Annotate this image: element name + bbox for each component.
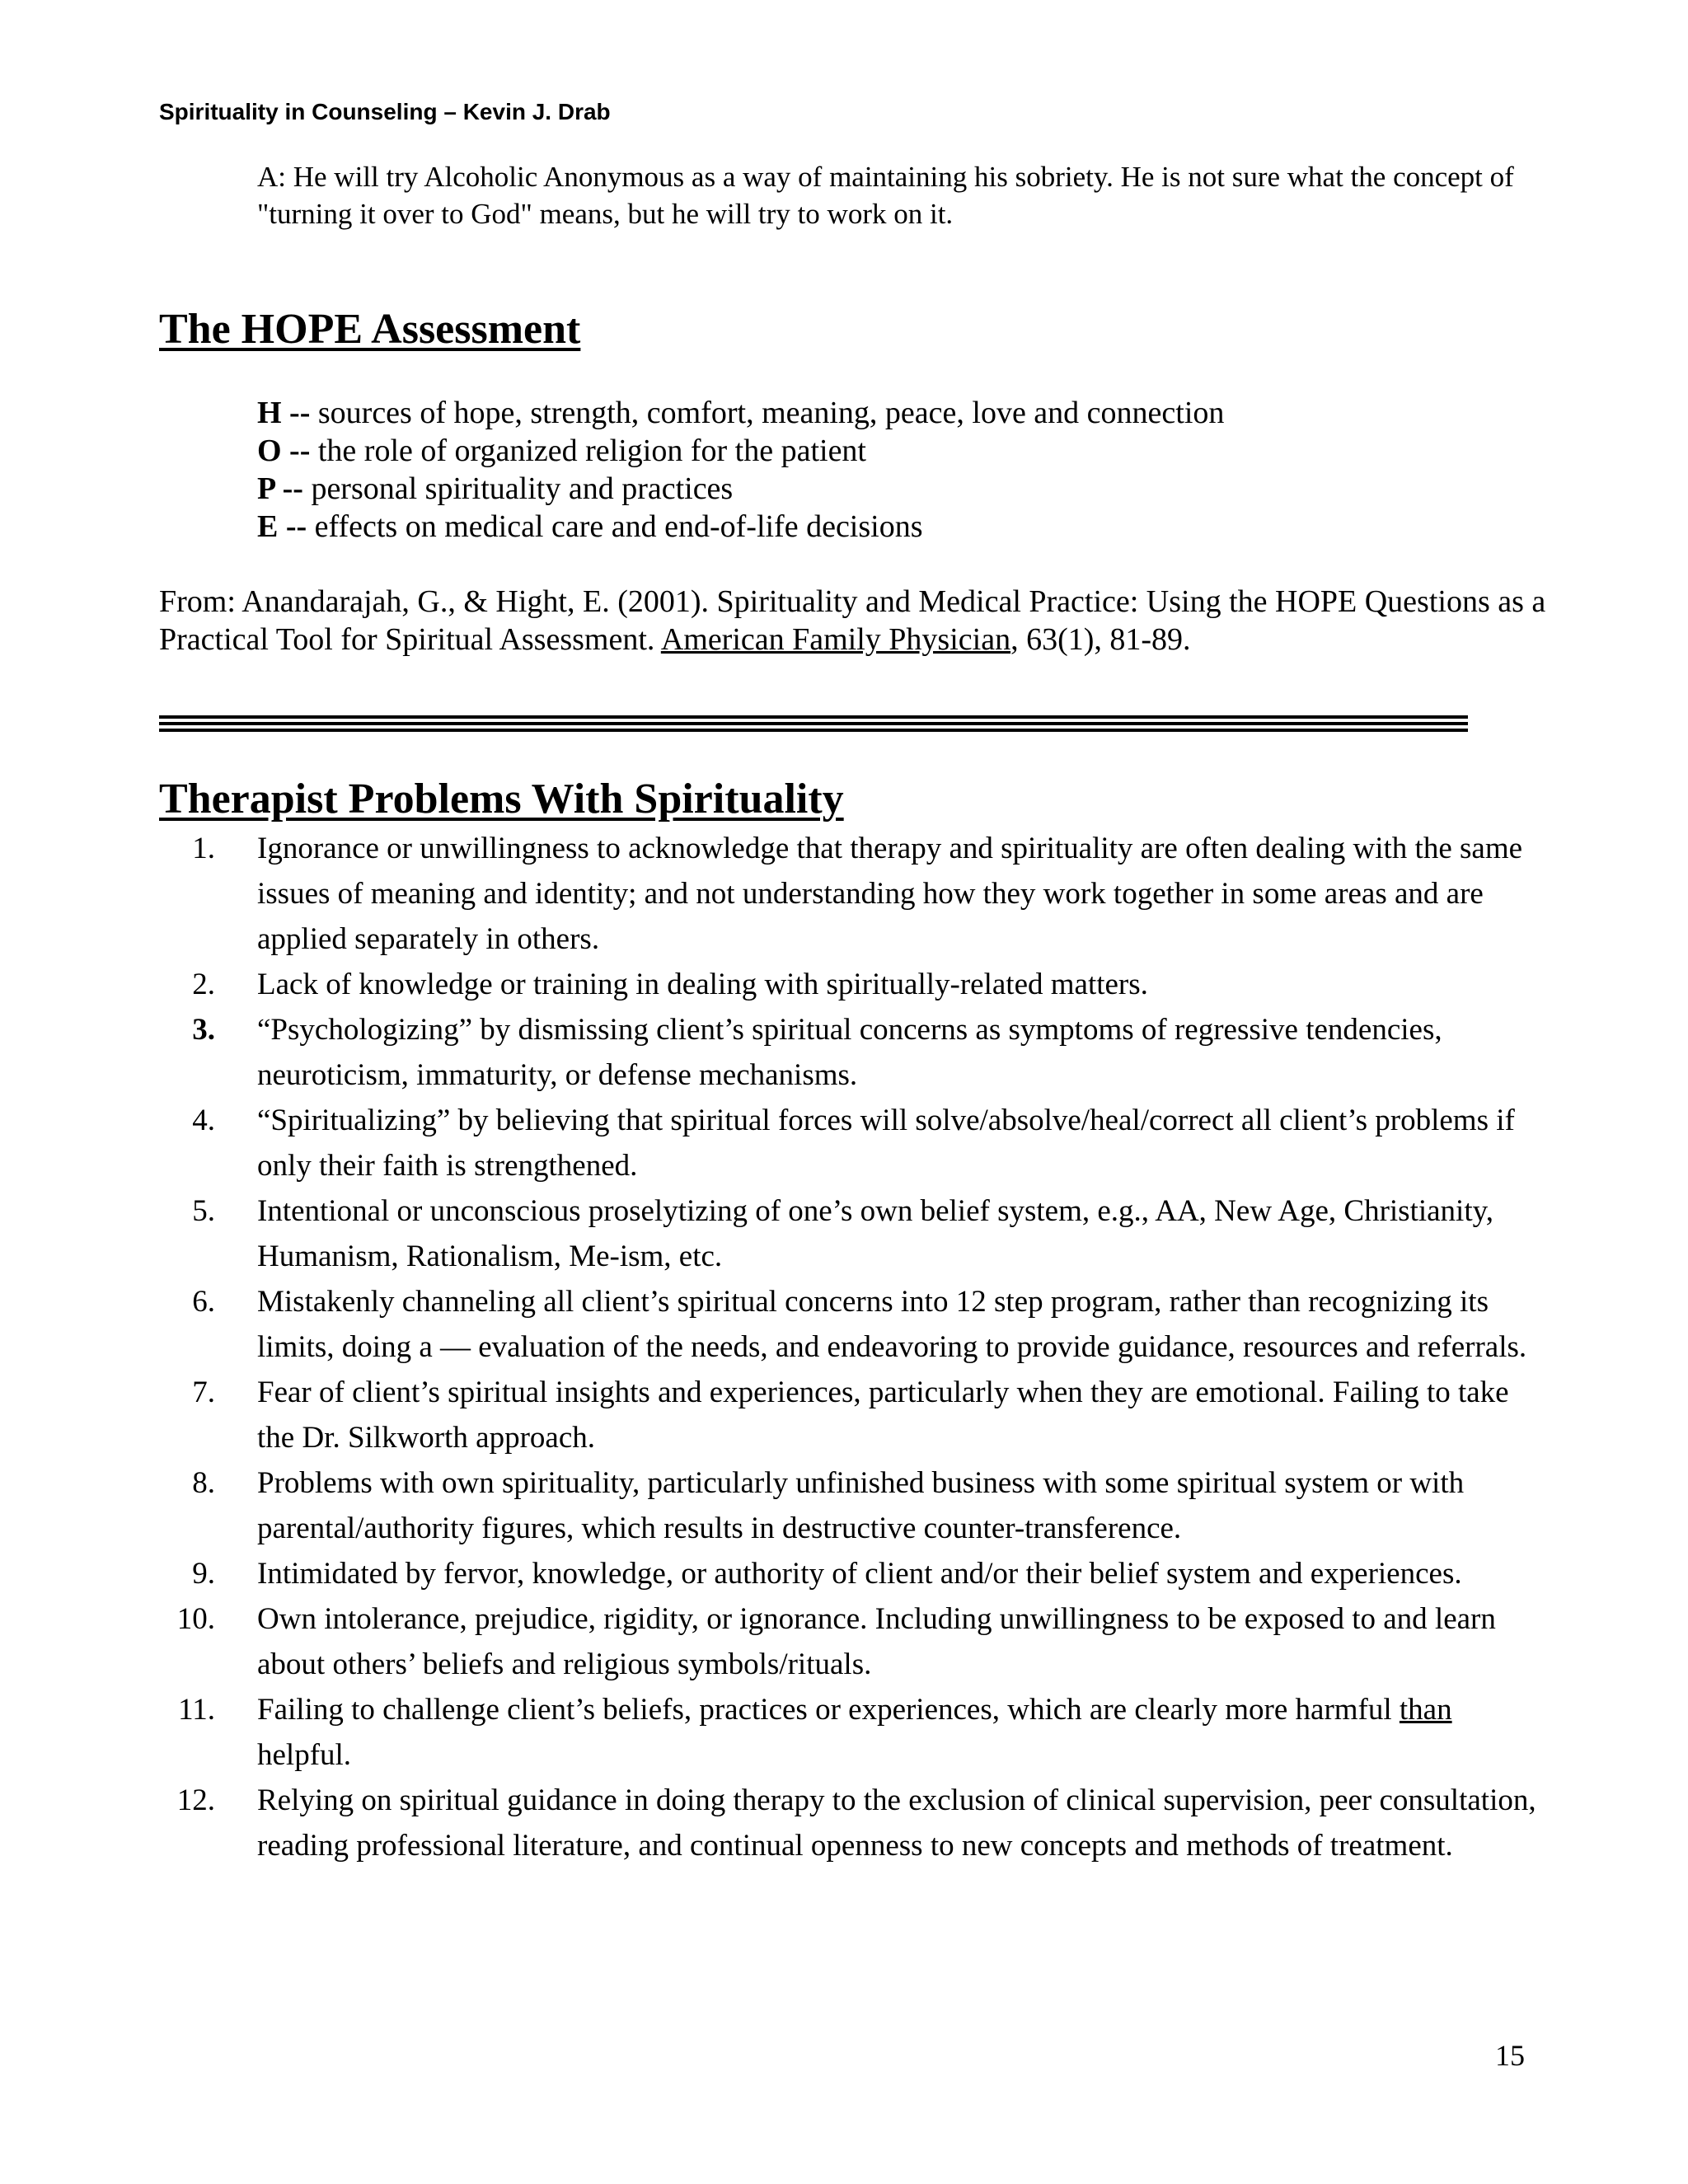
citation-journal: American Family Physician: [660, 622, 1011, 657]
list-item: [159, 1778, 1544, 1868]
item-number: 5.: [192, 1194, 215, 1228]
item-number: 4.: [192, 1104, 215, 1137]
citation-details: , 63(1), 81-89.: [1010, 622, 1191, 657]
item-number: 9.: [192, 1557, 215, 1591]
hope-description: the role of organized religion for the patient: [310, 434, 866, 468]
list-item: [159, 826, 1544, 962]
item-number: 8.: [192, 1466, 215, 1500]
list-item: [159, 1279, 1544, 1370]
item-text: Relying on spiritual guidance in doing therapy to the exclusion of clinical supervision, peer consultation, reading professional literature, and continual openness to new concepts and methods of treatment.: [257, 1783, 1536, 1863]
item-text: Lack of knowledge or training in dealing with spiritually-related matters.: [257, 968, 1148, 1001]
hope-description: personal spirituality and practices: [302, 471, 734, 506]
item-text: Mistakenly channeling all client’s spiritual concerns into 12 step program, rather than recognizing its limits, doing a — evaluation of the needs, and endeavoring to provide guidance, resources and referrals.: [257, 1285, 1527, 1364]
therapist-section-title: Therapist Problems With Spirituality: [159, 776, 844, 823]
hope-item-h: [257, 394, 1576, 432]
item-number: 6.: [192, 1285, 215, 1319]
page-number: 15: [1495, 2039, 1525, 2072]
item-text: “Psychologizing” by dismissing client’s spiritual concerns as symptoms of regressive tendencies, neuroticism, immaturity, or defense mechanisms.: [257, 1013, 1442, 1092]
list-item: [159, 962, 1544, 1007]
item-number: 7.: [192, 1376, 215, 1409]
list-item: [159, 1007, 1544, 1098]
list-item: [159, 1370, 1544, 1460]
hope-letter: P --: [257, 471, 303, 506]
hope-item-e: [257, 508, 1576, 546]
list-item: [159, 1188, 1544, 1279]
item-number: 1.: [192, 832, 215, 865]
item-number: 2.: [192, 968, 215, 1001]
section-divider: [159, 715, 1468, 732]
answer-text: A: He will try Alcoholic Anonymous as a way of maintaining his sobriety. He is not sure what the concept of "turning it over to God" means, but he will try to work on it.: [257, 161, 1514, 230]
hope-list: [257, 394, 1576, 546]
citation-text: From: Anandarajah, G., & Hight, E. (2001). Spirituality and Medical Practice: Using the HOPE Questions as a Practical Tool for Spiritual Assessment.: [159, 584, 1546, 657]
item-text-end: helpful.: [257, 1738, 352, 1772]
therapist-problems-list: [159, 826, 1544, 1868]
running-header: Spirituality in Counseling – Kevin J. Drab: [159, 99, 611, 124]
list-item: [159, 1551, 1544, 1596]
item-text: Intimidated by fervor, knowledge, or authority of client and/or their belief system and experiences.: [257, 1557, 1462, 1591]
hope-item-o: [257, 432, 1576, 470]
item-number: 10.: [176, 1602, 215, 1636]
hope-citation: [159, 583, 1577, 658]
hope-letter: H --: [257, 396, 311, 430]
hope-item-p: [257, 470, 1576, 508]
item-text: Intentional or unconscious proselytizing of one’s own belief system, e.g., AA, New Age, Christianity, Humanism, Rationalism, Me-ism, etc.: [257, 1194, 1493, 1273]
item-text: Problems with own spirituality, particularly unfinished business with some spiritual system or with parental/authority figures, which results in destructive counter-transference.: [257, 1466, 1465, 1545]
item-text: “Spiritualizing” by believing that spiritual forces will solve/absolve/heal/correct all client’s problems if only their faith is strengthened.: [257, 1104, 1515, 1183]
item-text: Own intolerance, prejudice, rigidity, or ignorance. Including unwillingness to be exposed to and learn about others’ beliefs and religious symbols/rituals.: [257, 1602, 1496, 1681]
item-text: Failing to challenge client’s beliefs, practices or experiences, which are clearly more harmful: [257, 1693, 1400, 1727]
hope-description: sources of hope, strength, comfort, meaning, peace, love and connection: [310, 396, 1225, 430]
hope-letter: O --: [257, 434, 311, 468]
list-item: [159, 1460, 1544, 1551]
list-item: [159, 1687, 1544, 1778]
item-number: 3.: [192, 1013, 215, 1047]
item-number: 12.: [176, 1783, 215, 1817]
list-item: [159, 1596, 1544, 1687]
item-number: 11.: [178, 1693, 215, 1727]
divider-line: [159, 722, 1468, 725]
divider-line: [159, 715, 1468, 719]
divider-line: [159, 729, 1468, 732]
list-item: [159, 1098, 1544, 1188]
answer-paragraph: [257, 158, 1543, 232]
item-text: Ignorance or unwillingness to acknowledge that therapy and spirituality are often dealing with the same issues of meaning and identity; and not understanding how they work together in some areas and are applied separately in others.: [257, 832, 1523, 956]
item-text: Fear of client’s spiritual insights and experiences, particularly when they are emotional. Failing to take the Dr. Silkworth approach.: [257, 1376, 1509, 1455]
hope-section-title: The HOPE Assessment: [159, 306, 581, 353]
hope-description: effects on medical care and end-of-life decisions: [307, 509, 923, 544]
item-underlined-word: than: [1399, 1693, 1452, 1727]
hope-letter: E --: [257, 509, 307, 544]
